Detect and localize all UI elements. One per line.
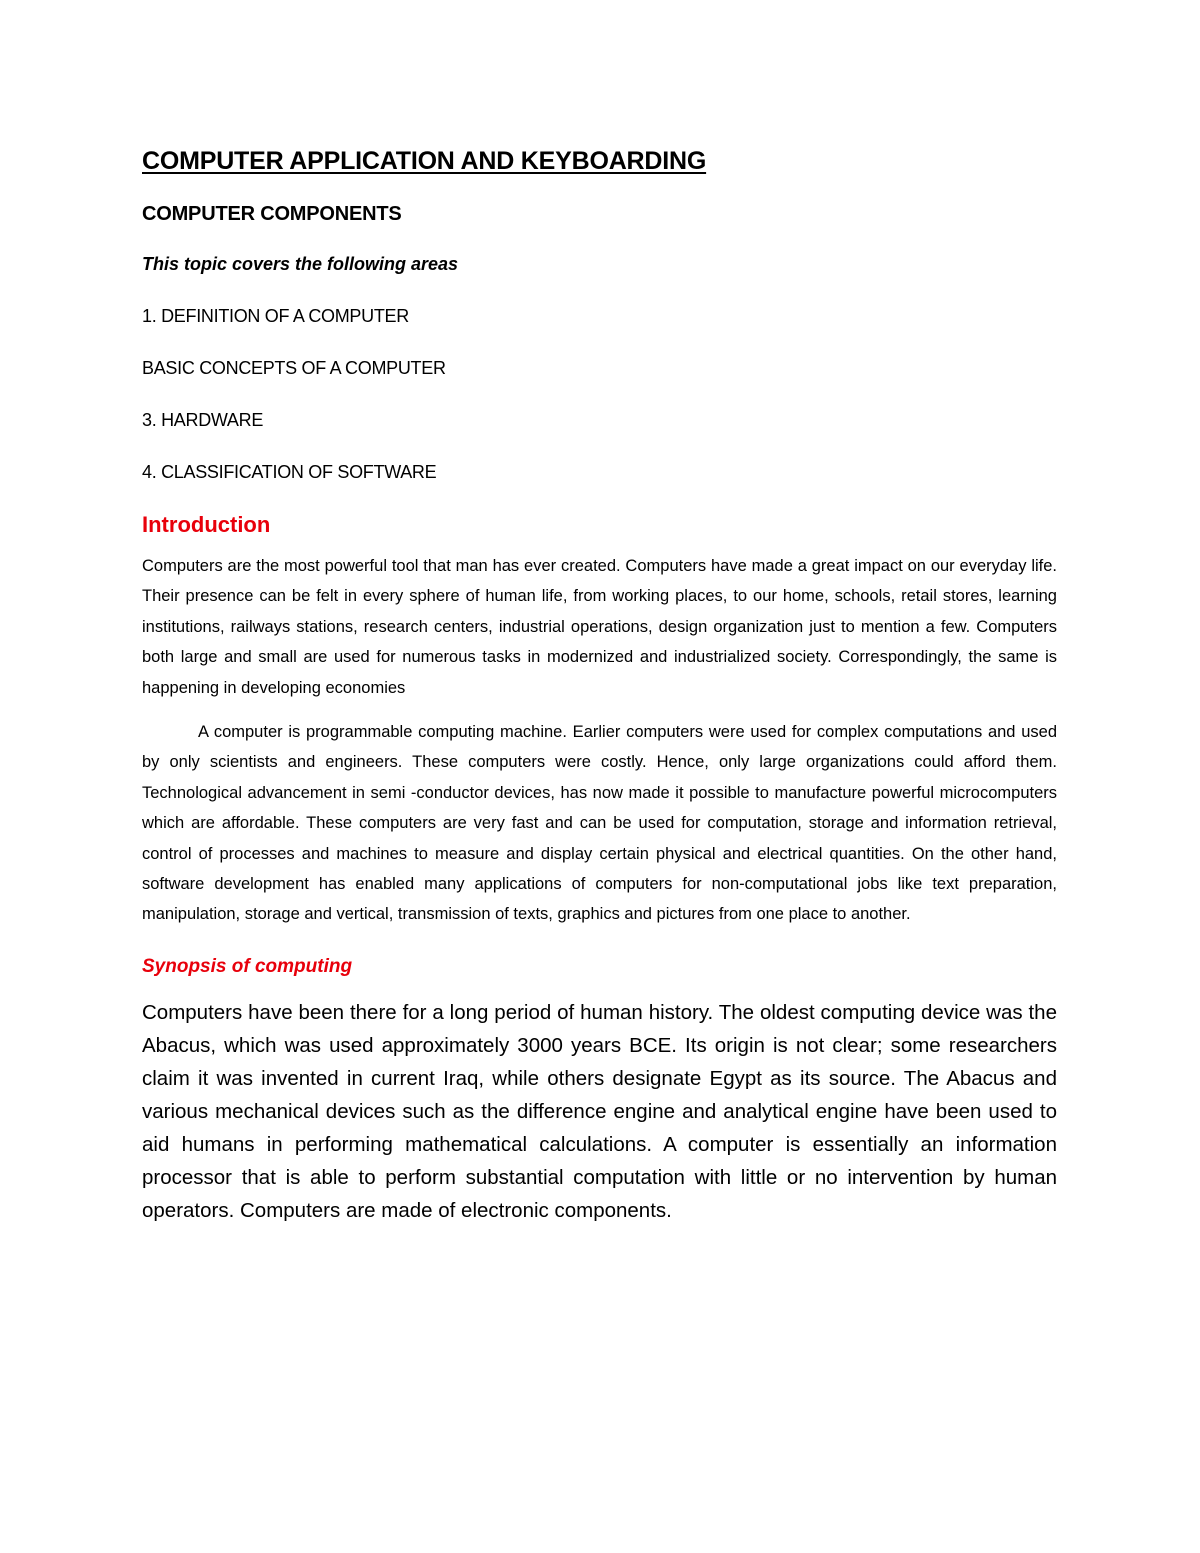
topic-list: [142, 301, 1057, 487]
introduction-paragraph: A computer is programmable computing machine. Earlier computers were used for complex computations and used by only scientists and engineers. These computers were costly. Hence, only large organizations could afford them. Technological advancement in semi -conductor devices, has now made it possible to manufacture powerful microcomputers which are affordable. These computers are very fast and can be used for computation, storage and information retrieval, control of processes and machines to measure and display certain physical and electrical quantities. On the other hand, software development has enabled many applications of computers for non-computational jobs like text preparation, manipulation, storage and vertical, transmission of texts, graphics and pictures from one place to another.: [142, 723, 1057, 924]
synopsis-paragraph: Computers have been there for a long period of human history. The oldest computing device was the Abacus, which was used approximately 3000 years BCE. Its origin is not clear; some researchers claim it was invented in current Iraq, while others designate Egypt as its source. The Abacus and various mechanical devices such as the difference engine and analytical engine have been used to aid humans in performing mathematical calculations. A computer is essentially an information processor that is able to perform substantial computation with little or no intervention by human operators. Computers are made of electronic components.: [142, 1000, 1057, 1222]
topic-item: 3. HARDWARE: [142, 410, 264, 430]
topic-item: 4. CLASSIFICATION OF SOFTWARE: [142, 462, 437, 482]
document-body: [142, 143, 1057, 1227]
topic-item: BASIC CONCEPTS OF A COMPUTER: [142, 358, 446, 378]
document-title: COMPUTER APPLICATION AND KEYBOARDING: [142, 147, 707, 175]
topic-intro-text: This topic covers the following areas: [142, 254, 459, 274]
document-subtitle: COMPUTER COMPONENTS: [142, 203, 402, 225]
introduction-heading: Introduction: [142, 512, 271, 537]
synopsis-heading: Synopsis of computing: [142, 955, 353, 977]
introduction-paragraph: Computers are the most powerful tool that man has ever created. Computers have made a great impact on our everyday life. Their presence can be felt in every sphere of human life, from working places, to our home, schools, retail stores, learning institutions, railways stations, research centers, industrial operations, design organization just to mention a few. Computers both large and small are used for numerous tasks in modernized and industrialized society. Correspondingly, the same is happening in developing economies: [142, 557, 1057, 697]
topic-item: 1. DEFINITION OF A COMPUTER: [142, 306, 409, 326]
